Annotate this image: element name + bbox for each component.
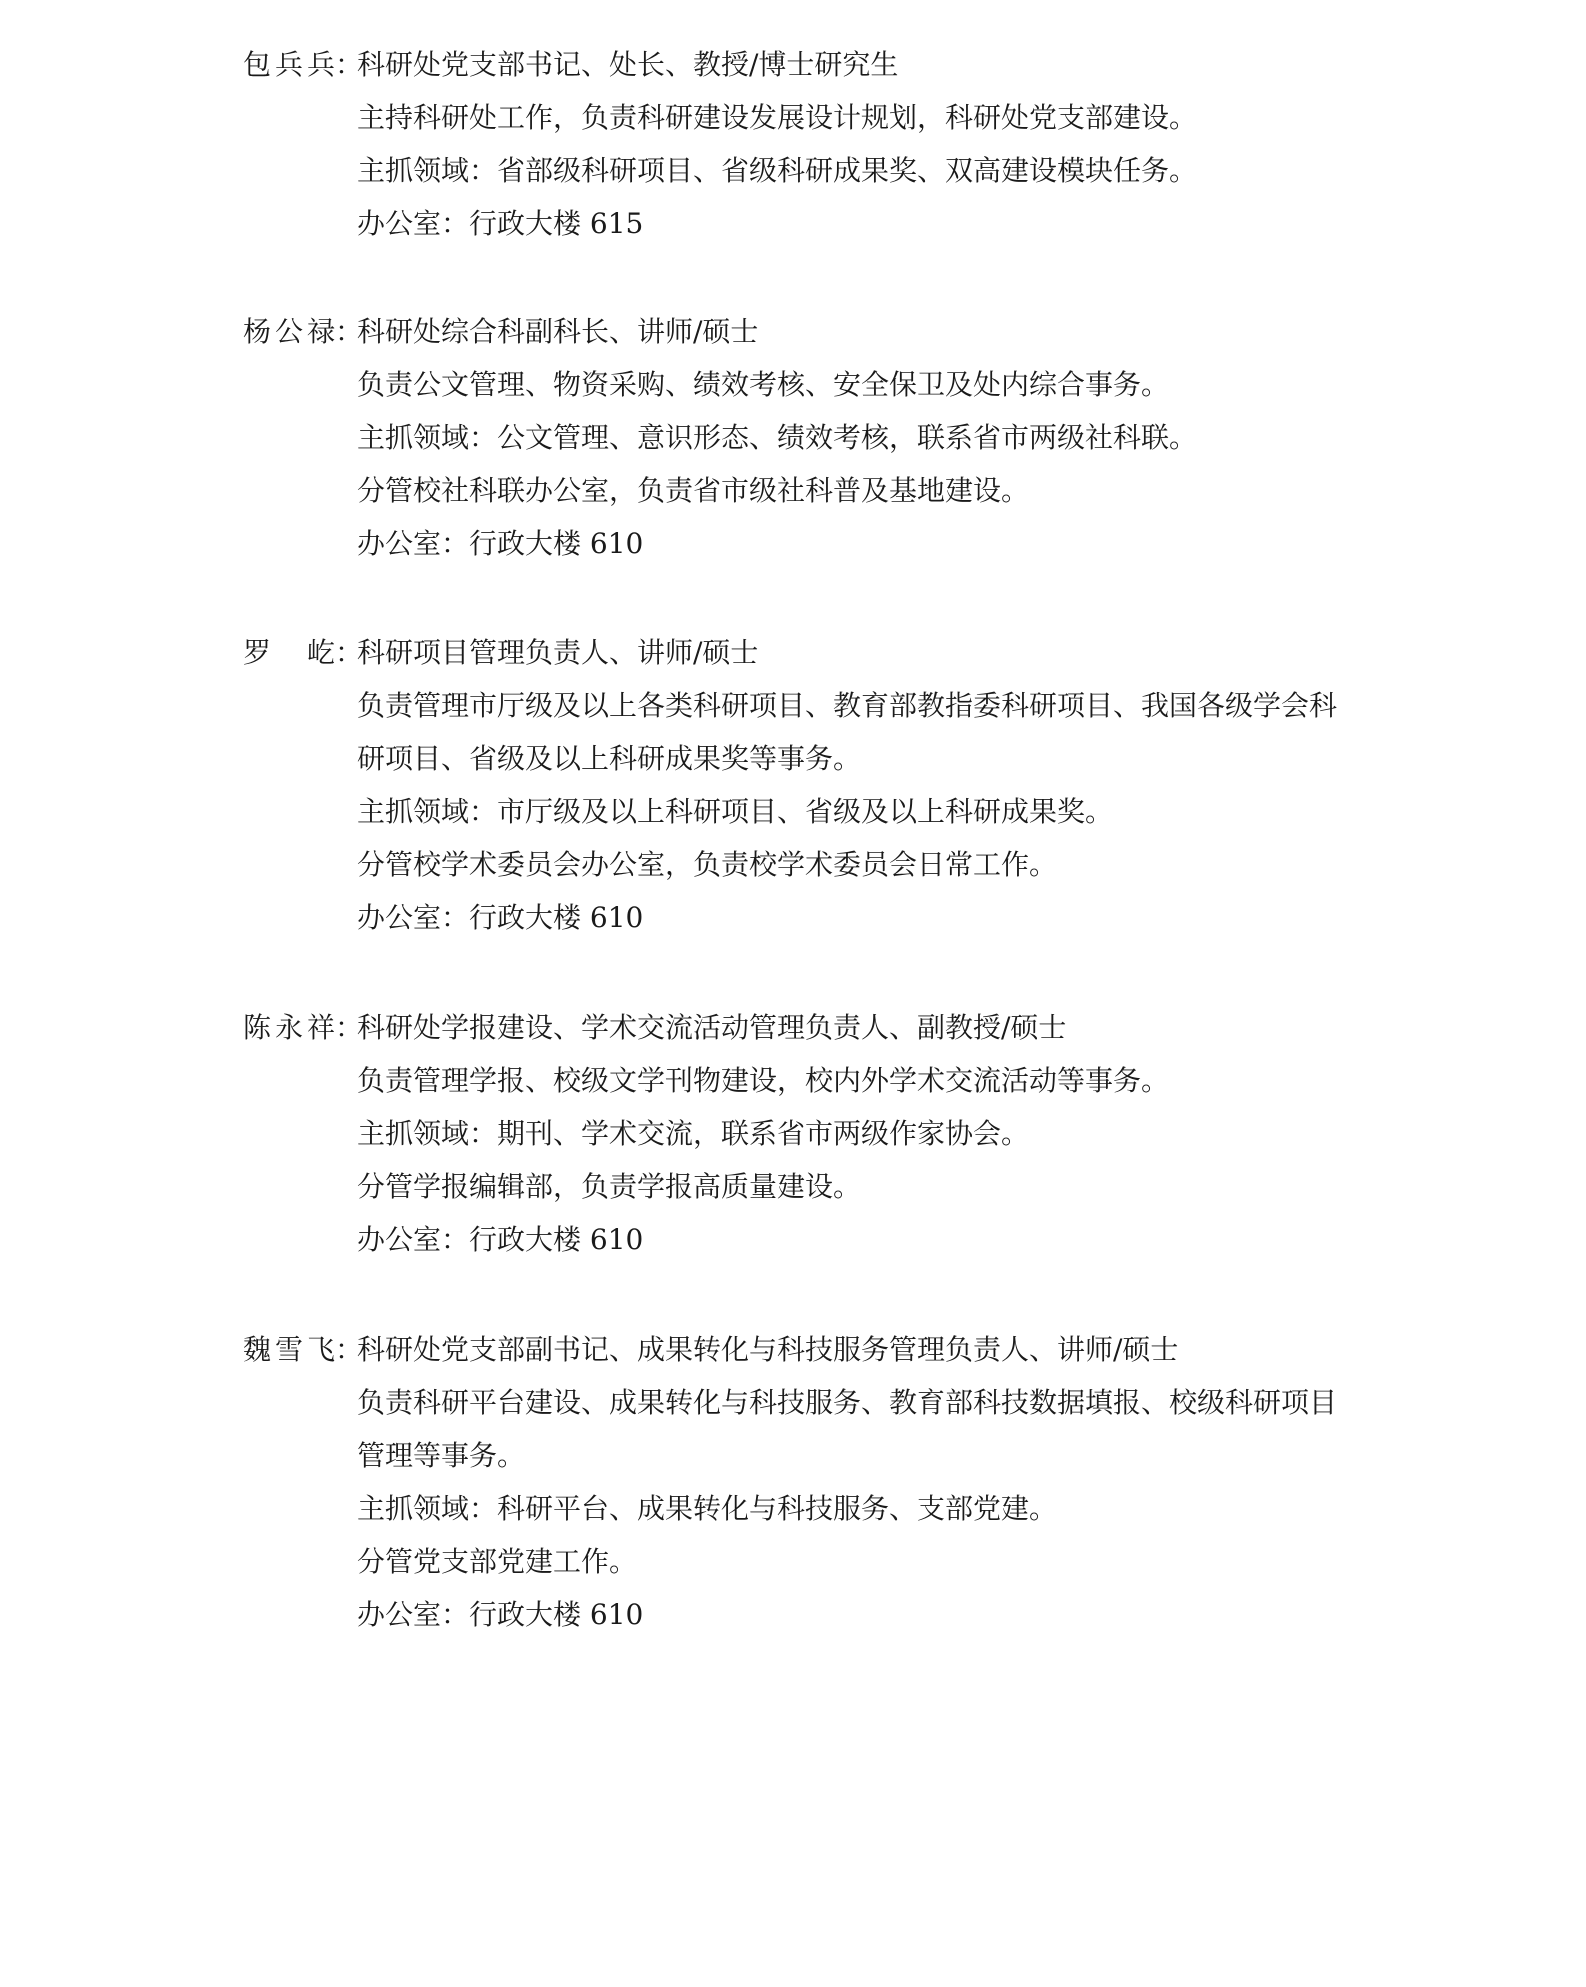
- office-line: 办公室：行政大楼 615: [357, 207, 644, 240]
- staff-title: 科研处综合科副科长、讲师/硕士: [357, 315, 759, 348]
- assignment-line: 分管党支部党建工作。: [357, 1545, 638, 1578]
- name-separator: ：: [335, 636, 364, 669]
- focus-line: 主抓领域：省部级科研项目、省级科研成果奖、双高建设模块任务。: [357, 154, 1198, 187]
- focus-line: 主抓领域：科研平台、成果转化与科技服务、支部党建。: [357, 1492, 1058, 1525]
- focus-line: 主抓领域：期刊、学术交流，联系省市两级作家协会。: [357, 1117, 1030, 1150]
- office-line: 办公室：行政大楼 610: [357, 901, 644, 934]
- staff-title: 科研处党支部书记、处长、教授/博士研究生: [357, 48, 899, 81]
- staff-header: [243, 626, 1363, 679]
- assignment-line: 分管校社科联办公室，负责省市级社科普及基地建设。: [357, 474, 1030, 507]
- staff-duties: [357, 91, 1357, 250]
- staff-entry: [243, 38, 1363, 250]
- staff-title: 科研项目管理负责人、讲师/硕士: [357, 636, 759, 669]
- office-line: 办公室：行政大楼 610: [357, 527, 644, 560]
- staff-name: 杨公禄: [243, 315, 335, 348]
- duty-line: 负责公文管理、物资采购、绩效考核、安全保卫及处内综合事务。: [357, 368, 1170, 401]
- name-separator: ：: [335, 315, 364, 348]
- assignment-line: 分管学报编辑部，负责学报高质量建设。: [357, 1170, 862, 1203]
- staff-header: [243, 1323, 1363, 1376]
- staff-duties: [357, 679, 1357, 944]
- duty-line: 负责管理学报、校级文学刊物建设，校内外学术交流活动等事务。: [357, 1064, 1170, 1097]
- staff-title: 科研处学报建设、学术交流活动管理负责人、副教授/硕士: [357, 1011, 1067, 1044]
- staff-header: [243, 38, 1363, 91]
- office-line: 办公室：行政大楼 610: [357, 1223, 644, 1256]
- name-separator: ：: [335, 1333, 364, 1366]
- staff-name: 陈永祥: [243, 1011, 335, 1044]
- staff-entry: [243, 305, 1363, 570]
- duty-line: 负责管理市厅级及以上各类科研项目、教育部教指委科研项目、我国各级学会科研项目、省级及以上科研成果奖等事务。: [357, 689, 1338, 775]
- staff-title: 科研处党支部副书记、成果转化与科技服务管理负责人、讲师/硕士: [357, 1333, 1179, 1366]
- duty-line: 负责科研平台建设、成果转化与科技服务、教育部科技数据填报、校级科研项目管理等事务。: [357, 1386, 1338, 1472]
- office-line: 办公室：行政大楼 610: [357, 1598, 644, 1631]
- staff-duties: [357, 1376, 1357, 1641]
- staff-name: 包兵兵: [243, 48, 335, 81]
- name-separator: ：: [335, 48, 364, 81]
- name-separator: ：: [335, 1011, 364, 1044]
- assignment-line: 分管校学术委员会办公室，负责校学术委员会日常工作。: [357, 848, 1058, 881]
- focus-line: 主抓领域：公文管理、意识形态、绩效考核，联系省市两级社科联。: [357, 421, 1198, 454]
- staff-name: 魏雪飞: [243, 1333, 335, 1366]
- staff-entry: [243, 1323, 1363, 1641]
- staff-duties: [357, 358, 1357, 570]
- focus-line: 主抓领域：市厅级及以上科研项目、省级及以上科研成果奖。: [357, 795, 1114, 828]
- duty-line: 主持科研处工作，负责科研建设发展设计规划，科研处党支部建设。: [357, 101, 1198, 134]
- staff-entry: [243, 626, 1363, 944]
- staff-header: [243, 305, 1363, 358]
- staff-duties: [357, 1054, 1357, 1266]
- staff-header: [243, 1001, 1363, 1054]
- staff-name: 罗屹: [243, 636, 335, 669]
- staff-entry: [243, 1001, 1363, 1266]
